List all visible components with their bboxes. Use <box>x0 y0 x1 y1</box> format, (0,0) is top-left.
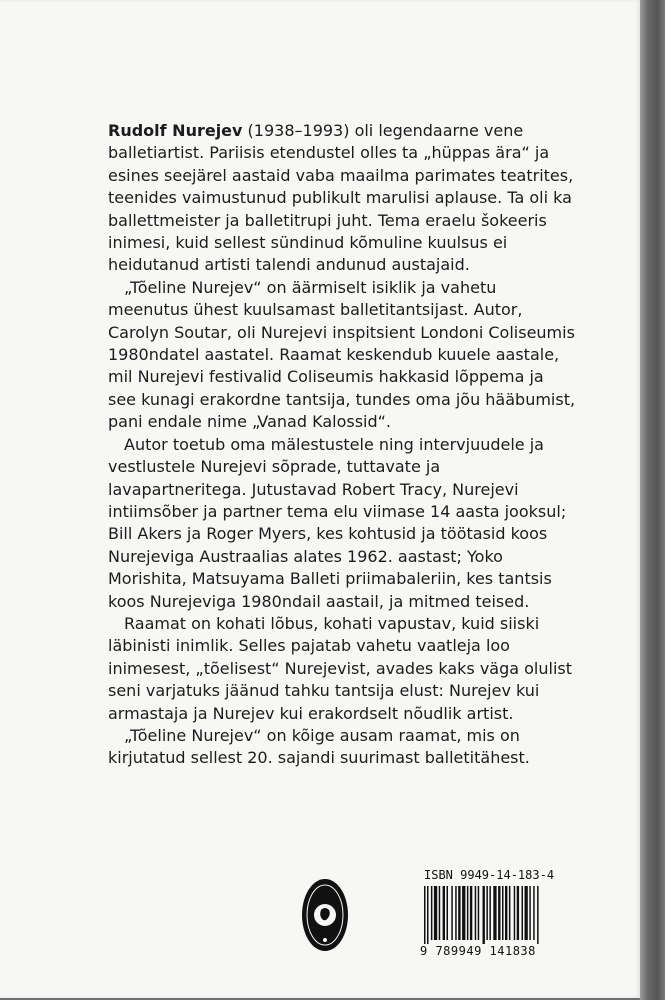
barcode-bar <box>522 886 524 940</box>
barcode-bar <box>498 886 500 940</box>
barcode-bar <box>509 886 511 940</box>
blurb-paragraph-1-text: (1938–1993) oli legendaarne vene balletiartist. Pariisis etendustel olles ta „hüppas ära“ ja esines seejärel aastaid vaba maailma parimates teatrites, teenides vaimustunud publikult marulisi aplause. Ta oli ka ballettmeister ja balletitrupi juht. Tema eraelu šokeeris inimesi, kuid sellest sündinud kõmuline kuulsus ei heidutanud artisti talendi andunud austajaid. <box>108 121 574 275</box>
barcode-bar <box>462 886 465 940</box>
barcode-bar <box>443 886 445 940</box>
book-spine-edge <box>640 0 665 1000</box>
barcode-bar <box>458 886 460 940</box>
barcode-bar <box>470 886 472 940</box>
barcode-bar <box>537 886 539 944</box>
barcode-bar <box>467 886 469 940</box>
barcode-bar <box>483 886 485 944</box>
blurb-text <box>108 120 576 770</box>
barcode-bar <box>505 886 507 940</box>
barcode-bar <box>434 886 437 940</box>
barcode-bar <box>533 886 535 940</box>
barcode-bar <box>529 886 531 940</box>
barcode-bar <box>517 886 519 940</box>
barcode-bar <box>525 886 528 940</box>
author-subject-name: Rudolf Nurejev <box>108 121 243 140</box>
barcode-bar <box>486 886 488 940</box>
blurb-paragraph-3: Autor toetub oma mälestustele ning intervjuudele ja vestlustele Nurejevi sõprade, tuttavate ja lavapartneritega. Jutustavad Robert Tracy, Nurejevi intiimsõber ja partner tema elu viimase 14 aasta jooksul; Bill Akers ja Roger Myers, kes kohtusid ja töötasid koos Nurejeviga Austraalias alates 1962. aastast; Yoko Morishita, Matsuyama Balleti priimabaleriin, kes tantsis koos Nurejeviga 1980ndail aastail, ja mitmed teised. <box>108 434 567 611</box>
barcode-bar <box>493 886 496 940</box>
barcode-bar <box>478 886 480 940</box>
barcode-bar <box>455 886 457 940</box>
barcode-digits: 9 789949 141838 <box>420 944 536 958</box>
barcode-bar <box>514 886 516 940</box>
barcode-bar <box>447 886 449 940</box>
isbn-barcode <box>420 868 588 988</box>
barcode-bar <box>424 886 426 944</box>
blurb-paragraph-1 <box>108 120 576 277</box>
barcode-bar <box>502 886 504 940</box>
publisher-logo-icon <box>300 876 350 954</box>
barcode-bar <box>451 886 453 940</box>
barcode-bar <box>427 886 429 944</box>
blurb-paragraph-2: „Tõeline Nurejev“ on äärmiselt isiklik ja vahetu meenutus ühest kuulsamast balletitantsijast. Autor, Carolyn Soutar, oli Nurejevi inspitsient Londoni Coliseumis 1980ndatel aastatel. Raamat keskendub kuuele aastale, mil Nurejevi festivalid Coliseumis hakkasid lõppema ja see kunagi erakordne tantsija, tundes oma jõu hääbumist, pani endale nime „Vanad Kalossid“. <box>108 277 576 432</box>
barcode-bars <box>420 886 588 944</box>
barcode-bar <box>489 886 491 940</box>
blurb-paragraph-5: „Tõeline Nurejev“ on kõige ausam raamat, mis on kirjutatud sellest 20. sajandi suurimast balletitähest. <box>108 725 530 768</box>
blurb-paragraph-4: Raamat on kohati lõbus, kohati vapustav, kuid siiski läbinisti inimlik. Selles pajatab vahetu vaatleja loo inimesest, „tõelisest“ Nurejevist, avades kaks väga olulist seni varjatuks jäänud tahku tantsija elust: Nurejev kui armastaja ja Nurejev kui erakordselt nõudlik artist. <box>108 613 573 723</box>
barcode-bar <box>431 886 433 940</box>
barcode-bar <box>475 886 477 940</box>
publisher-logo <box>300 876 350 954</box>
isbn-label: ISBN 9949-14-183-4 <box>424 868 555 882</box>
barcode-bar <box>439 886 441 940</box>
